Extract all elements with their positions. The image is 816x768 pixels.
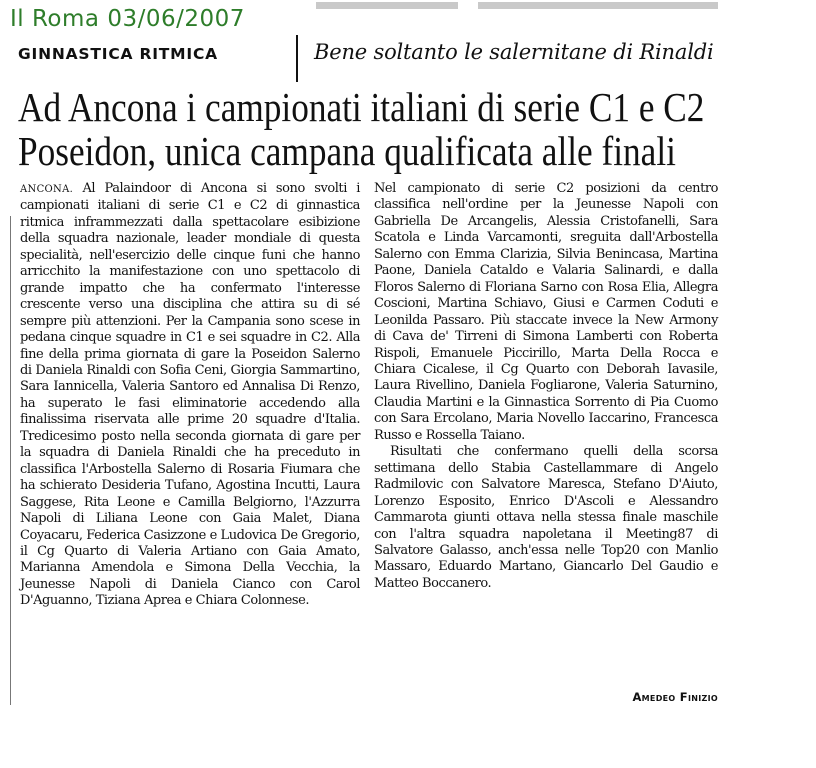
newspaper-source-date: Il Roma 03/06/2007	[10, 6, 245, 32]
article-paragraph	[20, 181, 360, 610]
article-body-text: Al Palaindoor di Ancona si sono svolti i campionati italiani di serie C1 e C2 di ginnastica ritmica inframmezzati dalla spettacolare esibizione della squadra nazionale, leader mondiale di questa specialità, nell'esercizio delle cinque funi che hanno arricchito la manifestazione con uno spettacolo di grande impatto che ha confermato l'interesse crescente verso una disciplina che attira su di sé sempre più attenzioni. Per la Campania sono scese in pedana cinque squadre in C1 e sei squadre in C2. Alla fine della prima giornata di gare la Poseidon Salerno di Daniela Rinaldi con Sofia Ceni, Giorgia Sammartino, Sara Iannicella, Valeria Santoro ed Annalisa Di Renzo, ha superato le fasi eliminatorie accedendo alla finalissima riservata alle prime 20 squadre d'Italia. Tredicesimo posto nella seconda giornata di gare per la squadra di Daniela Rinaldi che ha preceduto in classifica l'Arbostella Salerno di Rosaria Fiumara che ha schierato Desideria Tufano, Agostina Incutti, Laura Saggese, Rita Leone e Camilla Belgiorno, l'Azzurra Napoli di Liliana Leone con Gaia Malet, Diana Coyacaru, Federica Casizzone e Ludovica De Gregorio, il Cg Quarto di Valeria Artiano con Gaia Amato, Marianna Amendola e Simona Della Vecchia, la Jeunesse Napoli di Daniela Cianco con Carol D'Aguanno, Tiziana Aprea e Chiara Colonnese.	[20, 181, 360, 609]
dateline: ANCONA.	[20, 184, 74, 195]
article-column-2	[374, 181, 718, 592]
article-column-1	[20, 181, 360, 610]
margin-rule	[10, 216, 11, 705]
top-rule-left	[316, 2, 458, 9]
headline	[18, 84, 705, 174]
author-byline: Amedeo Finizio	[632, 690, 718, 704]
headline-line-2: Poseidon, unica campana qualificata alle finali	[18, 128, 676, 174]
top-rule-right	[478, 2, 718, 9]
section-rubric: GINNASTICA RITMICA	[18, 45, 218, 63]
article-paragraph: Nel campionato di serie C2 posizioni da centro classifica nell'ordine per la Jeunesse Napoli con Gabriella De Arcangelis, Alessia Cristofanelli, Sara Scatola e Linda Varcamonti, sreguita dall'Arbostella Salerno con Emma Clarizia, Silvia Benincasa, Martina Paone, Daniela Cataldo e Valaria Salinardi, e dalla Floros Salerno di Floriana Sarno con Rosa Elia, Allegra Coscioni, Martina Schiavo, Giusi e Carmen Coduti e Leonilda Passaro. Più staccate invece la New Armony di Cava de' Tirreni di Simona Lamberti con Roberta Rispoli, Emanuele Piccirillo, Marta Della Rocca e Chiara Cicalese, il Cg Quarto con Deborah Iavasile, Laura Rivellino, Daniela Fogliarone, Valeria Saturnino, Claudia Martini e la Ginnastica Sorrento di Pia Cuomo con Sara Ercolano, Maria Novello Iaccarino, Francesca Russo e Rossella Taiano.	[374, 181, 718, 443]
article-paragraph: Risultati che confermano quelli della scorsa settimana dello Stabia Castellammare di Angelo Radmilovic con Salvatore Maresca, Stefano D'Aiuto, Lorenzo Esposito, Enrico D'Ascoli e Alessandro Cammarota giunti ottava nella stessa finale maschile con l'altra squadra napoletana il Meeting87 di Salvatore Galasso, anch'essa nelle Top20 con Manlio Massaro, Eduardo Martano, Giancarlo Del Gaudio e Matteo Boccanero.	[374, 444, 718, 591]
kicker-subtitle: Bene soltanto le salernitane di Rinaldi	[314, 40, 714, 64]
rubric-divider	[296, 35, 298, 82]
headline-line-1: Ad Ancona i campionati italiani di serie C1 e C2	[18, 84, 705, 130]
